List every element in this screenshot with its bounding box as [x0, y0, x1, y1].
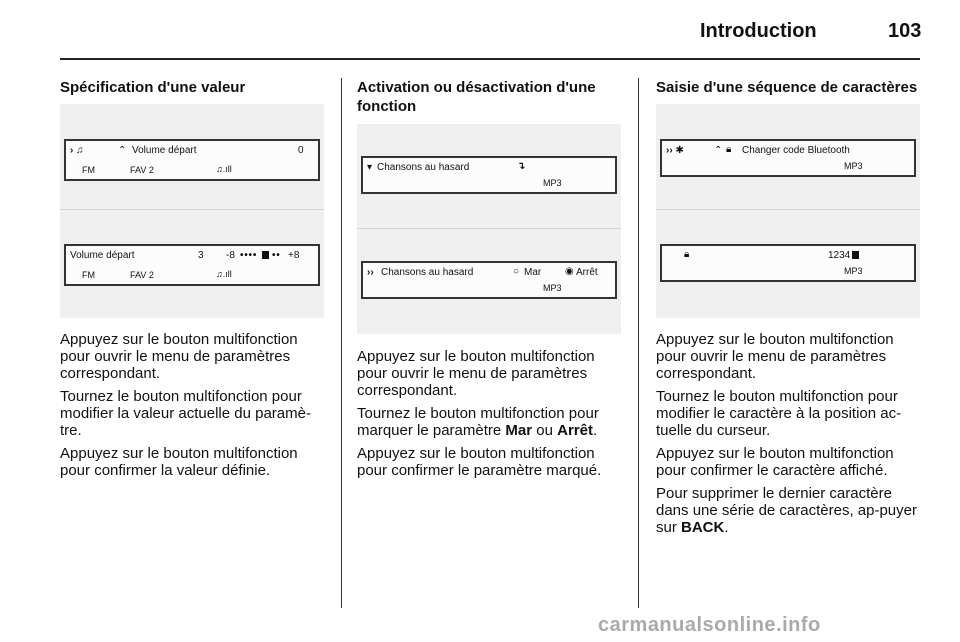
instructions-column-3	[656, 331, 920, 542]
down-arrow-icon: ▾	[367, 162, 373, 173]
lock-icon: 🔒︎	[726, 144, 732, 155]
option-off-label: Arrêt	[576, 267, 598, 278]
instructions-column-2	[357, 348, 621, 485]
illustration-separator	[357, 228, 621, 229]
instruction-paragraph: Appuyez sur le bouton multifonction pour ouvrir le menu de paramètres correspondant.	[656, 331, 894, 382]
instruction-paragraph: Appuyez sur le bouton multifonction pour confirmer le paramètre marqué.	[357, 445, 602, 479]
section-heading: Spécification d'une valeur	[60, 79, 246, 96]
header-rule	[60, 58, 920, 60]
illustration-toggle-function	[357, 124, 621, 334]
cursor-marker	[852, 250, 859, 261]
navigation-icons: ›› ✱	[666, 145, 684, 156]
lock-icon: 🔒︎	[684, 249, 690, 260]
option-on-term: Mar	[505, 422, 533, 439]
column-character-entry	[656, 78, 920, 97]
back-term: BACK	[681, 519, 725, 536]
favorite-label: FAV 2	[130, 270, 154, 280]
max-label: +8	[288, 250, 300, 261]
signal-icon: ♫.ıll	[216, 269, 232, 279]
menu-title: Volume départ	[70, 250, 135, 261]
page-header-title: Introduction	[700, 20, 817, 42]
min-label: -8	[226, 250, 235, 261]
display-code-entry	[660, 244, 916, 282]
display-shuffle-options	[361, 261, 617, 299]
level-marker	[262, 250, 269, 261]
instruction-paragraph: Appuyez sur le bouton multifonction pour confirmer le caractère affiché.	[656, 445, 894, 479]
display-menu-volume	[64, 139, 320, 181]
navigation-icons: › ♫	[70, 145, 84, 156]
source-label: MP3	[543, 283, 562, 293]
navigation-icons: ››	[367, 267, 374, 278]
column-divider	[638, 78, 639, 608]
code-value: 1234	[828, 250, 851, 261]
band-label: FM	[82, 165, 95, 175]
instruction-paragraph: Appuyez sur le bouton multifonction pour ouvrir le menu de paramètres correspondant.	[357, 348, 595, 399]
instruction-paragraph: Appuyez sur le bouton multifonction pour ouvrir le menu de paramètres correspondant.	[60, 331, 298, 382]
illustration-character-entry	[656, 104, 920, 318]
source-label: MP3	[844, 161, 863, 171]
current-value: 0	[298, 145, 304, 156]
source-label: MP3	[844, 266, 863, 276]
level-bar-right: • •	[272, 250, 279, 261]
enter-icon: ↴	[517, 161, 526, 172]
instruction-paragraph: Appuyez sur le bouton multifonction pour confirmer la valeur définie.	[60, 445, 298, 479]
column-divider	[341, 78, 342, 608]
radio-off-icon: ○	[513, 266, 520, 277]
menu-title: Volume départ	[132, 145, 197, 156]
level-bar-left: • • • •	[240, 250, 256, 261]
illustration-value-specification	[60, 104, 324, 318]
instruction-paragraph: Pour supprimer le dernier caractère dans une série de caractères, ap-puyer sur BACK.	[656, 485, 917, 536]
column-toggle-function	[357, 78, 621, 116]
option-off-term: Arrêt	[557, 422, 593, 439]
band-label: FM	[82, 270, 95, 280]
option-on-label: Mar	[524, 267, 542, 278]
display-value-adjust	[64, 244, 320, 286]
source-label: MP3	[543, 178, 562, 188]
section-heading: Saisie d'une séquence de caractères	[656, 79, 918, 96]
menu-title: Chansons au hasard	[381, 267, 474, 278]
signal-icon: ♫.ıll	[216, 164, 232, 174]
section-heading: Activation ou désactivation d'une fonction	[357, 79, 596, 115]
instruction-paragraph: Tournez le bouton multifonction pour marquer le paramètre Mar ou Arrêt.	[357, 405, 599, 439]
current-value: 3	[198, 250, 204, 261]
watermark: carmanualsonline.info	[598, 614, 821, 636]
column-value-specification	[60, 78, 324, 97]
instructions-column-1	[60, 331, 324, 485]
radio-selected-icon: ◉	[565, 266, 574, 277]
up-arrow-icon: ⌃	[714, 145, 723, 156]
display-menu-bluetooth-code	[660, 139, 916, 177]
display-menu-shuffle	[361, 156, 617, 194]
instruction-paragraph: Tournez le bouton multifonction pour modifier la valeur actuelle du paramè-tre.	[60, 388, 311, 439]
illustration-separator	[656, 209, 920, 210]
menu-title: Chansons au hasard	[377, 162, 470, 173]
up-arrow-icon: ⌃	[118, 145, 127, 156]
page-number: 103	[888, 20, 922, 42]
illustration-separator	[60, 209, 324, 210]
favorite-label: FAV 2	[130, 165, 154, 175]
instruction-paragraph: Tournez le bouton multifonction pour modifier le caractère à la position ac-tuelle du curseur.	[656, 388, 902, 439]
menu-title: Changer code Bluetooth	[742, 145, 850, 156]
